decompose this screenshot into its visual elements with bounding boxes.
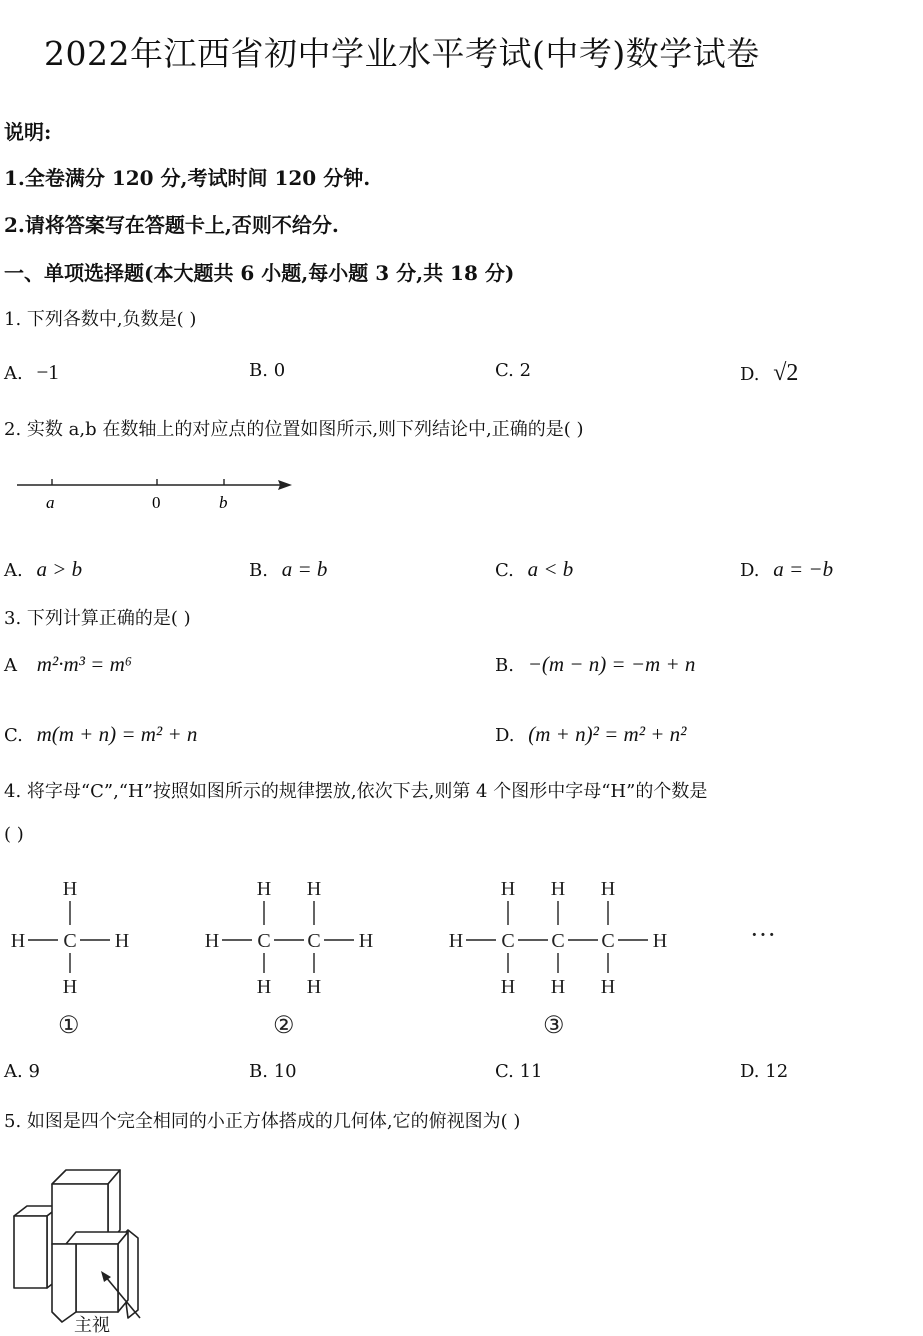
- notes-line-1: 1.全卷满分 120 分,考试时间 120 分钟.: [4, 166, 371, 190]
- atom-h: H: [448, 930, 464, 952]
- figure-label-3: ③: [543, 1013, 565, 1039]
- atom-c: C: [601, 930, 615, 952]
- atom-h: H: [256, 976, 272, 998]
- option-label: A.: [4, 1061, 23, 1082]
- atom-h: H: [550, 878, 566, 900]
- section-heading: 一、单项选择题(本大题共 6 小题,每小题 3 分,共 18 分): [4, 261, 515, 285]
- atom-h: H: [306, 878, 322, 900]
- atom-h: H: [306, 976, 322, 998]
- ellipsis: ···: [750, 920, 776, 949]
- atom-h: H: [10, 930, 26, 952]
- cube-left-front: [14, 1216, 47, 1288]
- atom-c: C: [551, 930, 565, 952]
- option-value: a = b: [281, 557, 328, 581]
- option-label: A.: [4, 363, 23, 384]
- q2-option-d: [740, 557, 833, 582]
- option-value: a > b: [36, 557, 83, 581]
- option-label: C.: [4, 725, 23, 746]
- atom-h: H: [256, 878, 272, 900]
- question-5-stem: 5. 如图是四个完全相同的小正方体搭成的几何体,它的俯视图为( ): [4, 1111, 521, 1132]
- point-label-a: a: [46, 493, 55, 512]
- q1-option-c: [495, 360, 531, 381]
- option-value: a < b: [527, 557, 574, 581]
- cube-stack-figure: [0, 1150, 200, 1336]
- q4-option-b: [249, 1061, 297, 1082]
- atom-c: C: [63, 930, 77, 952]
- atom-c: C: [307, 930, 321, 952]
- question-4-stem: 4. 将字母“C”,“H”按照如图所示的规律摆放,依次下去,则第 4 个图形中字母“H”的个数是: [4, 781, 708, 802]
- atom-h: H: [204, 930, 220, 952]
- q3-option-b: [495, 652, 695, 677]
- option-label: D.: [495, 725, 515, 746]
- atom-c: C: [257, 930, 271, 952]
- q3-option-d: [495, 722, 686, 747]
- atom-h: H: [62, 976, 78, 998]
- q1-option-a: [4, 360, 59, 385]
- q1-option-d: [740, 360, 798, 387]
- q3-option-c: [4, 722, 197, 747]
- option-value: √2: [773, 360, 799, 386]
- question-4-stem-cont: ( ): [4, 824, 24, 845]
- option-value: −(m − n) = −m + n: [527, 652, 696, 676]
- option-label: C.: [495, 360, 514, 381]
- q1-option-b: [249, 360, 285, 381]
- option-label: B.: [249, 360, 268, 381]
- atom-h: H: [600, 976, 616, 998]
- q4-option-c: [495, 1061, 543, 1082]
- option-label: D.: [740, 364, 760, 385]
- question-1-stem: 1. 下列各数中,负数是( ): [4, 309, 197, 330]
- figure-label-2: ②: [273, 1013, 295, 1039]
- option-value: 10: [273, 1061, 297, 1082]
- exam-title: 2022年江西省初中学业水平考试(中考)数学试卷: [44, 34, 760, 73]
- q4-option-d: [740, 1061, 788, 1082]
- option-value: m(m + n) = m² + n: [36, 722, 198, 746]
- atom-c: C: [501, 930, 515, 952]
- hc-pattern-figure: [0, 865, 923, 1040]
- option-value: 12: [765, 1061, 789, 1082]
- front-view-label: 主视: [74, 1315, 110, 1335]
- option-label: B.: [495, 655, 514, 676]
- atom-h: H: [500, 976, 516, 998]
- option-label: B.: [249, 560, 268, 581]
- option-value: 0: [273, 360, 286, 381]
- option-value: −1: [36, 360, 59, 384]
- option-value: 11: [519, 1061, 543, 1082]
- q4-option-a: [4, 1061, 40, 1082]
- q3-option-a: [4, 652, 132, 677]
- figure-label-1: ①: [58, 1013, 80, 1039]
- cube-front-side: [118, 1232, 128, 1312]
- cube-front-front: [76, 1244, 118, 1312]
- option-label: A: [4, 655, 17, 676]
- atom-h: H: [358, 930, 374, 952]
- option-value: (m + n)² = m² + n²: [528, 722, 687, 746]
- cube-middle-front: [52, 1244, 76, 1322]
- atom-h: H: [652, 930, 668, 952]
- atom-h: H: [114, 930, 130, 952]
- atom-h: H: [62, 878, 78, 900]
- q2-option-a: [4, 557, 82, 582]
- option-value: m²·m³ = m⁶: [36, 652, 133, 676]
- atom-h: H: [500, 878, 516, 900]
- question-3-stem: 3. 下列计算正确的是( ): [4, 608, 191, 629]
- option-value: a = −b: [773, 557, 834, 581]
- number-line-arrow: [278, 480, 292, 490]
- option-label: C.: [495, 1061, 514, 1082]
- option-value: 9: [28, 1061, 40, 1082]
- number-line-figure: [0, 470, 310, 518]
- atom-h: H: [600, 878, 616, 900]
- option-label: B.: [249, 1061, 268, 1082]
- option-label: A.: [4, 560, 23, 581]
- atom-h: H: [550, 976, 566, 998]
- option-label: C.: [495, 560, 514, 581]
- option-label: D.: [740, 560, 760, 581]
- option-label: D.: [740, 1061, 760, 1082]
- notes-heading: 说明:: [4, 120, 52, 144]
- question-2-stem: 2. 实数 a,b 在数轴上的对应点的位置如图所示,则下列结论中,正确的是( ): [4, 419, 584, 440]
- q2-option-b: [249, 557, 327, 582]
- q2-option-c: [495, 557, 573, 582]
- point-label-0: 0: [152, 493, 161, 512]
- point-label-b: b: [219, 493, 228, 512]
- option-value: 2: [519, 360, 532, 381]
- notes-line-2: 2.请将答案写在答题卡上,否则不给分.: [4, 213, 339, 237]
